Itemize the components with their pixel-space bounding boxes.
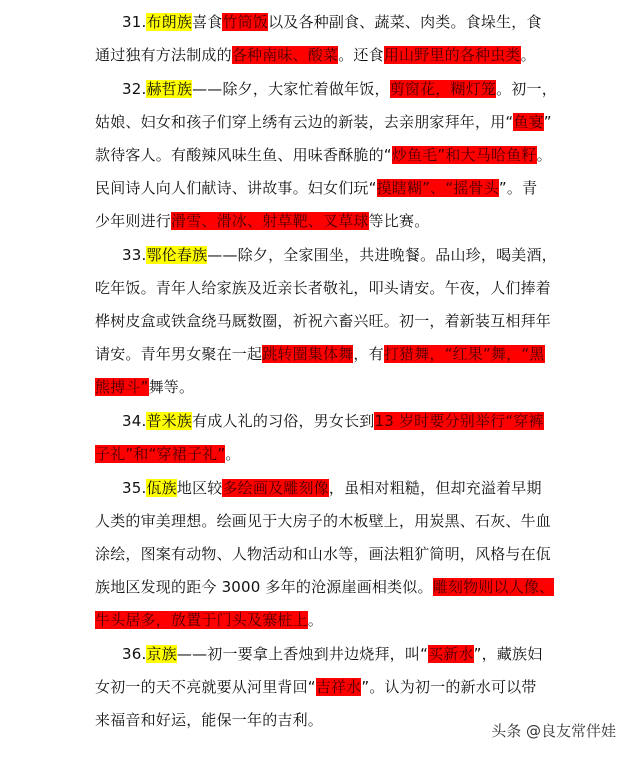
text-segment: 34. <box>122 412 147 430</box>
text-segment: 姑娘、妇女和孩子们穿上绣有云边的新装，去亲朋家拜年，用“ <box>95 113 514 131</box>
text-segment: 。 <box>225 445 241 463</box>
text-segment: 款待客人。有酸辣风味生鱼、用味香酥脆的“ <box>95 146 392 164</box>
text-line <box>95 106 552 139</box>
red-highlight: 吉祥水 <box>315 678 362 696</box>
red-highlight: 跳转圈集体舞 <box>262 345 354 363</box>
text-segment: 。 <box>520 46 536 64</box>
ethnic-group-highlight: 鄂伦春族 <box>146 246 208 264</box>
text-segment: 33. <box>122 246 147 264</box>
text-line <box>95 205 429 238</box>
red-highlight: 用山野里的各种虫类 <box>383 46 521 64</box>
text-segment: ，有 <box>353 345 384 363</box>
text-segment: 。初一， <box>496 80 557 98</box>
red-highlight: 雕刻物则以人像、 <box>432 578 555 596</box>
text-segment: ，虽相对粗糙，但却充溢着早期 <box>328 479 542 497</box>
red-highlight: 竹筒饭 <box>222 13 269 31</box>
text-segment: 少年则进行 <box>95 212 172 230</box>
text-segment: 喜食 <box>192 13 223 31</box>
red-highlight: 鱼宴 <box>513 113 544 131</box>
text-segment: 等比赛。 <box>368 212 430 230</box>
text-segment: 。 <box>307 611 324 629</box>
text-segment: ——除夕，大家忙着做年饭， <box>192 80 390 98</box>
text-segment: 请安。青年男女聚在一起 <box>95 345 263 363</box>
red-highlight: 买新水 <box>428 645 474 663</box>
text-line <box>122 638 542 671</box>
red-highlight: 炒鱼毛”和大马哈鱼籽 <box>391 146 537 164</box>
ethnic-group-highlight: 京族 <box>146 645 177 663</box>
text-segment: 35. <box>122 479 147 497</box>
text-segment: 32. <box>122 80 147 98</box>
text-line <box>95 671 537 704</box>
text-segment: ——除夕，全家围坐，共进晚餐。品山珍，喝美酒， <box>207 246 557 264</box>
text-line <box>95 604 323 637</box>
text-line <box>95 505 551 538</box>
text-line <box>122 239 557 272</box>
text-segment: ”，藏族妇 <box>473 645 543 663</box>
text-segment: 。还食 <box>338 46 384 64</box>
text-segment: 36. <box>122 645 147 663</box>
red-highlight: 13 岁时要分别举行“穿裤 <box>374 412 544 430</box>
red-highlight: 打猎舞，“红果”舞，“黑 <box>383 345 545 363</box>
text-segment: 涂绘，图案有动物、人物活动和山水等，画法粗犷简明，风格与在佤 <box>95 545 552 563</box>
red-highlight: 多绘画及雕刻像 <box>222 479 329 497</box>
text-segment: 通过独有方法制成的 <box>95 46 232 64</box>
red-highlight: 剪窗花，糊灯笼 <box>389 80 497 98</box>
text-line <box>95 371 194 404</box>
text-segment: ” <box>543 113 552 131</box>
red-highlight: 各种南味、酸菜 <box>231 46 339 64</box>
text-line <box>95 438 241 471</box>
ethnic-group-highlight: 普米族 <box>146 412 193 430</box>
text-segment: 地区较 <box>176 479 223 497</box>
text-line <box>95 172 537 205</box>
text-line <box>122 6 542 39</box>
text-segment: 31. <box>122 13 147 31</box>
text-line <box>122 472 542 505</box>
text-line <box>95 305 551 338</box>
text-line <box>95 704 323 737</box>
text-segment: 有成人礼的习俗，男女长到 <box>192 412 375 430</box>
ethnic-group-highlight: 赫哲族 <box>146 80 193 98</box>
text-segment: ”。青 <box>498 179 538 197</box>
text-line <box>95 39 536 72</box>
red-highlight: 牛头居多，放置于门头及寨桩上 <box>95 611 308 629</box>
text-segment: 族地区发现的距今 3000 多年的沧源崖画相类似。 <box>95 578 433 596</box>
text-segment: 女初一的天不亮就要从河里背回“ <box>95 678 316 696</box>
text-segment: ——初一要拿上香烛到井边烧拜，叫“ <box>176 645 429 663</box>
text-segment: ”。认为初一的新水可以带 <box>361 678 537 696</box>
text-line <box>122 405 544 438</box>
text-line <box>95 272 551 305</box>
ethnic-group-highlight: 佤族 <box>146 479 177 497</box>
text-line <box>95 571 554 604</box>
text-segment: 吃年饭。青年人给家族及近亲长者敬礼，叩头请安。午夜，人们捧着 <box>95 279 552 297</box>
red-highlight: 子礼”和“穿裙子礼” <box>95 445 226 463</box>
red-highlight: 熊搏斗” <box>95 378 149 396</box>
text-segment: 舞等。 <box>148 378 195 396</box>
text-line <box>95 538 551 571</box>
text-segment: 以及各种副食、蔬菜、肉类。食垛生，食 <box>268 13 542 31</box>
text-segment: 桦树皮盒或铁盒绕马厩数圈，祈祝六畜兴旺。初一，着新装互相拜年 <box>95 312 552 330</box>
ethnic-group-highlight: 布朗族 <box>146 13 193 31</box>
text-line <box>95 338 545 371</box>
red-highlight: 摸瞎糊”、“摇骨头 <box>376 179 499 197</box>
text-line <box>122 73 557 106</box>
text-segment: 民间诗人向人们献诗、讲故事。妇女们玩“ <box>95 179 377 197</box>
text-segment: 人类的审美理想。绘画见于大房子的木板壁上，用炭黑、石灰、牛血 <box>95 512 552 530</box>
text-segment: 来福音和好运，能保一年的吉利。 <box>95 711 324 729</box>
red-highlight: 滑雪、滑冰、射草靶、叉草球 <box>171 212 369 230</box>
text-segment: 。 <box>536 146 552 164</box>
watermark: 头条 @良友常伴娃 <box>487 718 620 743</box>
text-line <box>95 139 552 172</box>
